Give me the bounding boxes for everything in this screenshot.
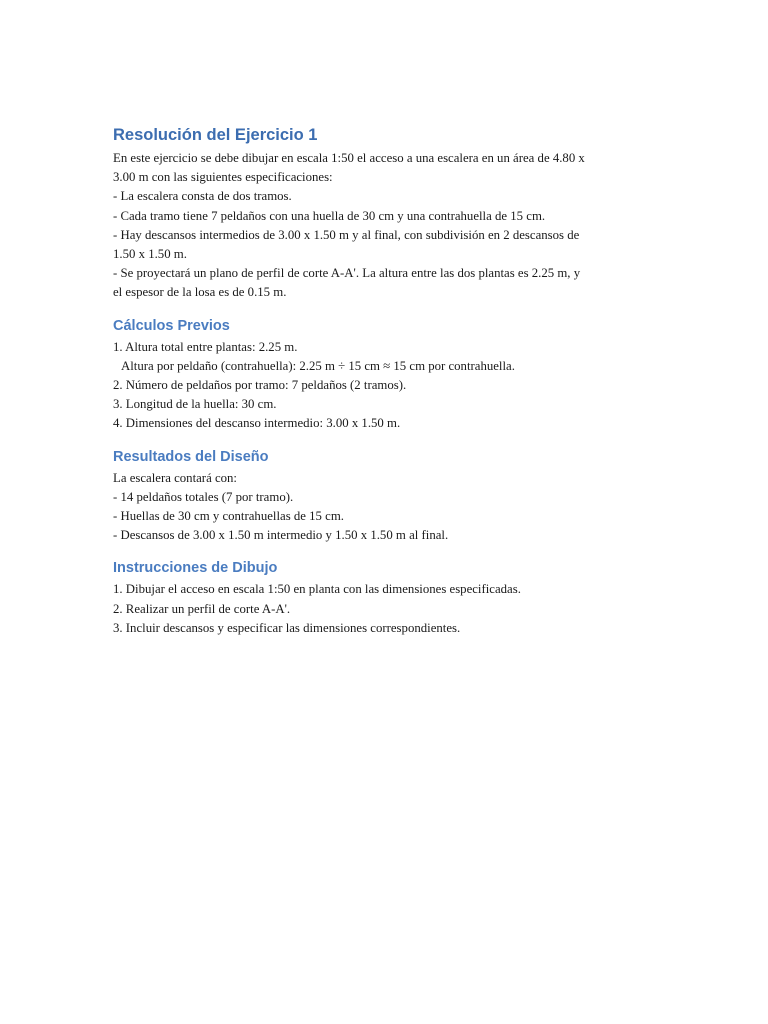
section-instrucciones-body [113,580,658,638]
list-item: 2. Número de peldaños por tramo: 7 peldaños (2 tramos). [113,378,407,393]
list-item: 1. Altura total entre plantas: 2.25 m. [113,339,298,354]
list-item: 3. Incluir descansos y especificar las dimensiones correspondientes. [113,620,461,635]
intro-line: 3.00 m con las siguientes especificaciones: [113,170,333,185]
section-heading-resultados: Resultados del Diseño [113,448,269,465]
section-calculos-body [113,338,658,434]
list-item: Altura por peldaño (contrahuella): 2.25 m ÷ 15 cm ≈ 15 cm por contrahuella. [121,358,515,373]
list-item: - 14 peldaños totales (7 por tramo). [113,489,294,504]
list-item: 1. Dibujar el acceso en escala 1:50 en planta con las dimensiones especificadas. [113,582,521,597]
intro-line: En este ejercicio se debe dibujar en escala 1:50 el acceso a una escalera en un área de 4.80 x [113,151,585,165]
list-item: 2. Realizar un perfil de corte A-A'. [113,601,291,616]
intro-line: - Cada tramo tiene 7 peldaños con una huella de 30 cm y una contrahuella de 15 cm. [113,208,546,223]
document-title: Resolución del Ejercicio 1 [113,126,318,144]
list-item: 4. Dimensiones del descanso intermedio: 3.00 x 1.50 m. [113,416,401,431]
intro-line: - Se proyectará un plano de perfil de corte A-A'. La altura entre las dos plantas es 2.25 m, y [113,266,581,281]
list-item: 3. Longitud de la huella: 30 cm. [113,397,277,412]
section-resultados-body [113,469,658,546]
list-item: - Huellas de 30 cm y contrahuellas de 15 cm. [113,509,344,524]
intro-line: - Hay descansos intermedios de 3.00 x 1.50 m y al final, con subdivisión en 2 descansos de [113,227,580,242]
intro-line: 1.50 x 1.50 m. [113,247,187,262]
section-heading-instrucciones: Instrucciones de Dibujo [113,560,278,577]
intro-line: el espesor de la losa es de 0.15 m. [113,285,287,300]
intro-paragraph [113,149,658,303]
list-item: - Descansos de 3.00 x 1.50 m intermedio y 1.50 x 1.50 m al final. [113,528,449,543]
document-body [113,124,658,638]
intro-line: - La escalera consta de dos tramos. [113,189,292,204]
list-item: La escalera contará con: [113,470,237,485]
section-heading-calculos: Cálculos Previos [113,317,230,334]
